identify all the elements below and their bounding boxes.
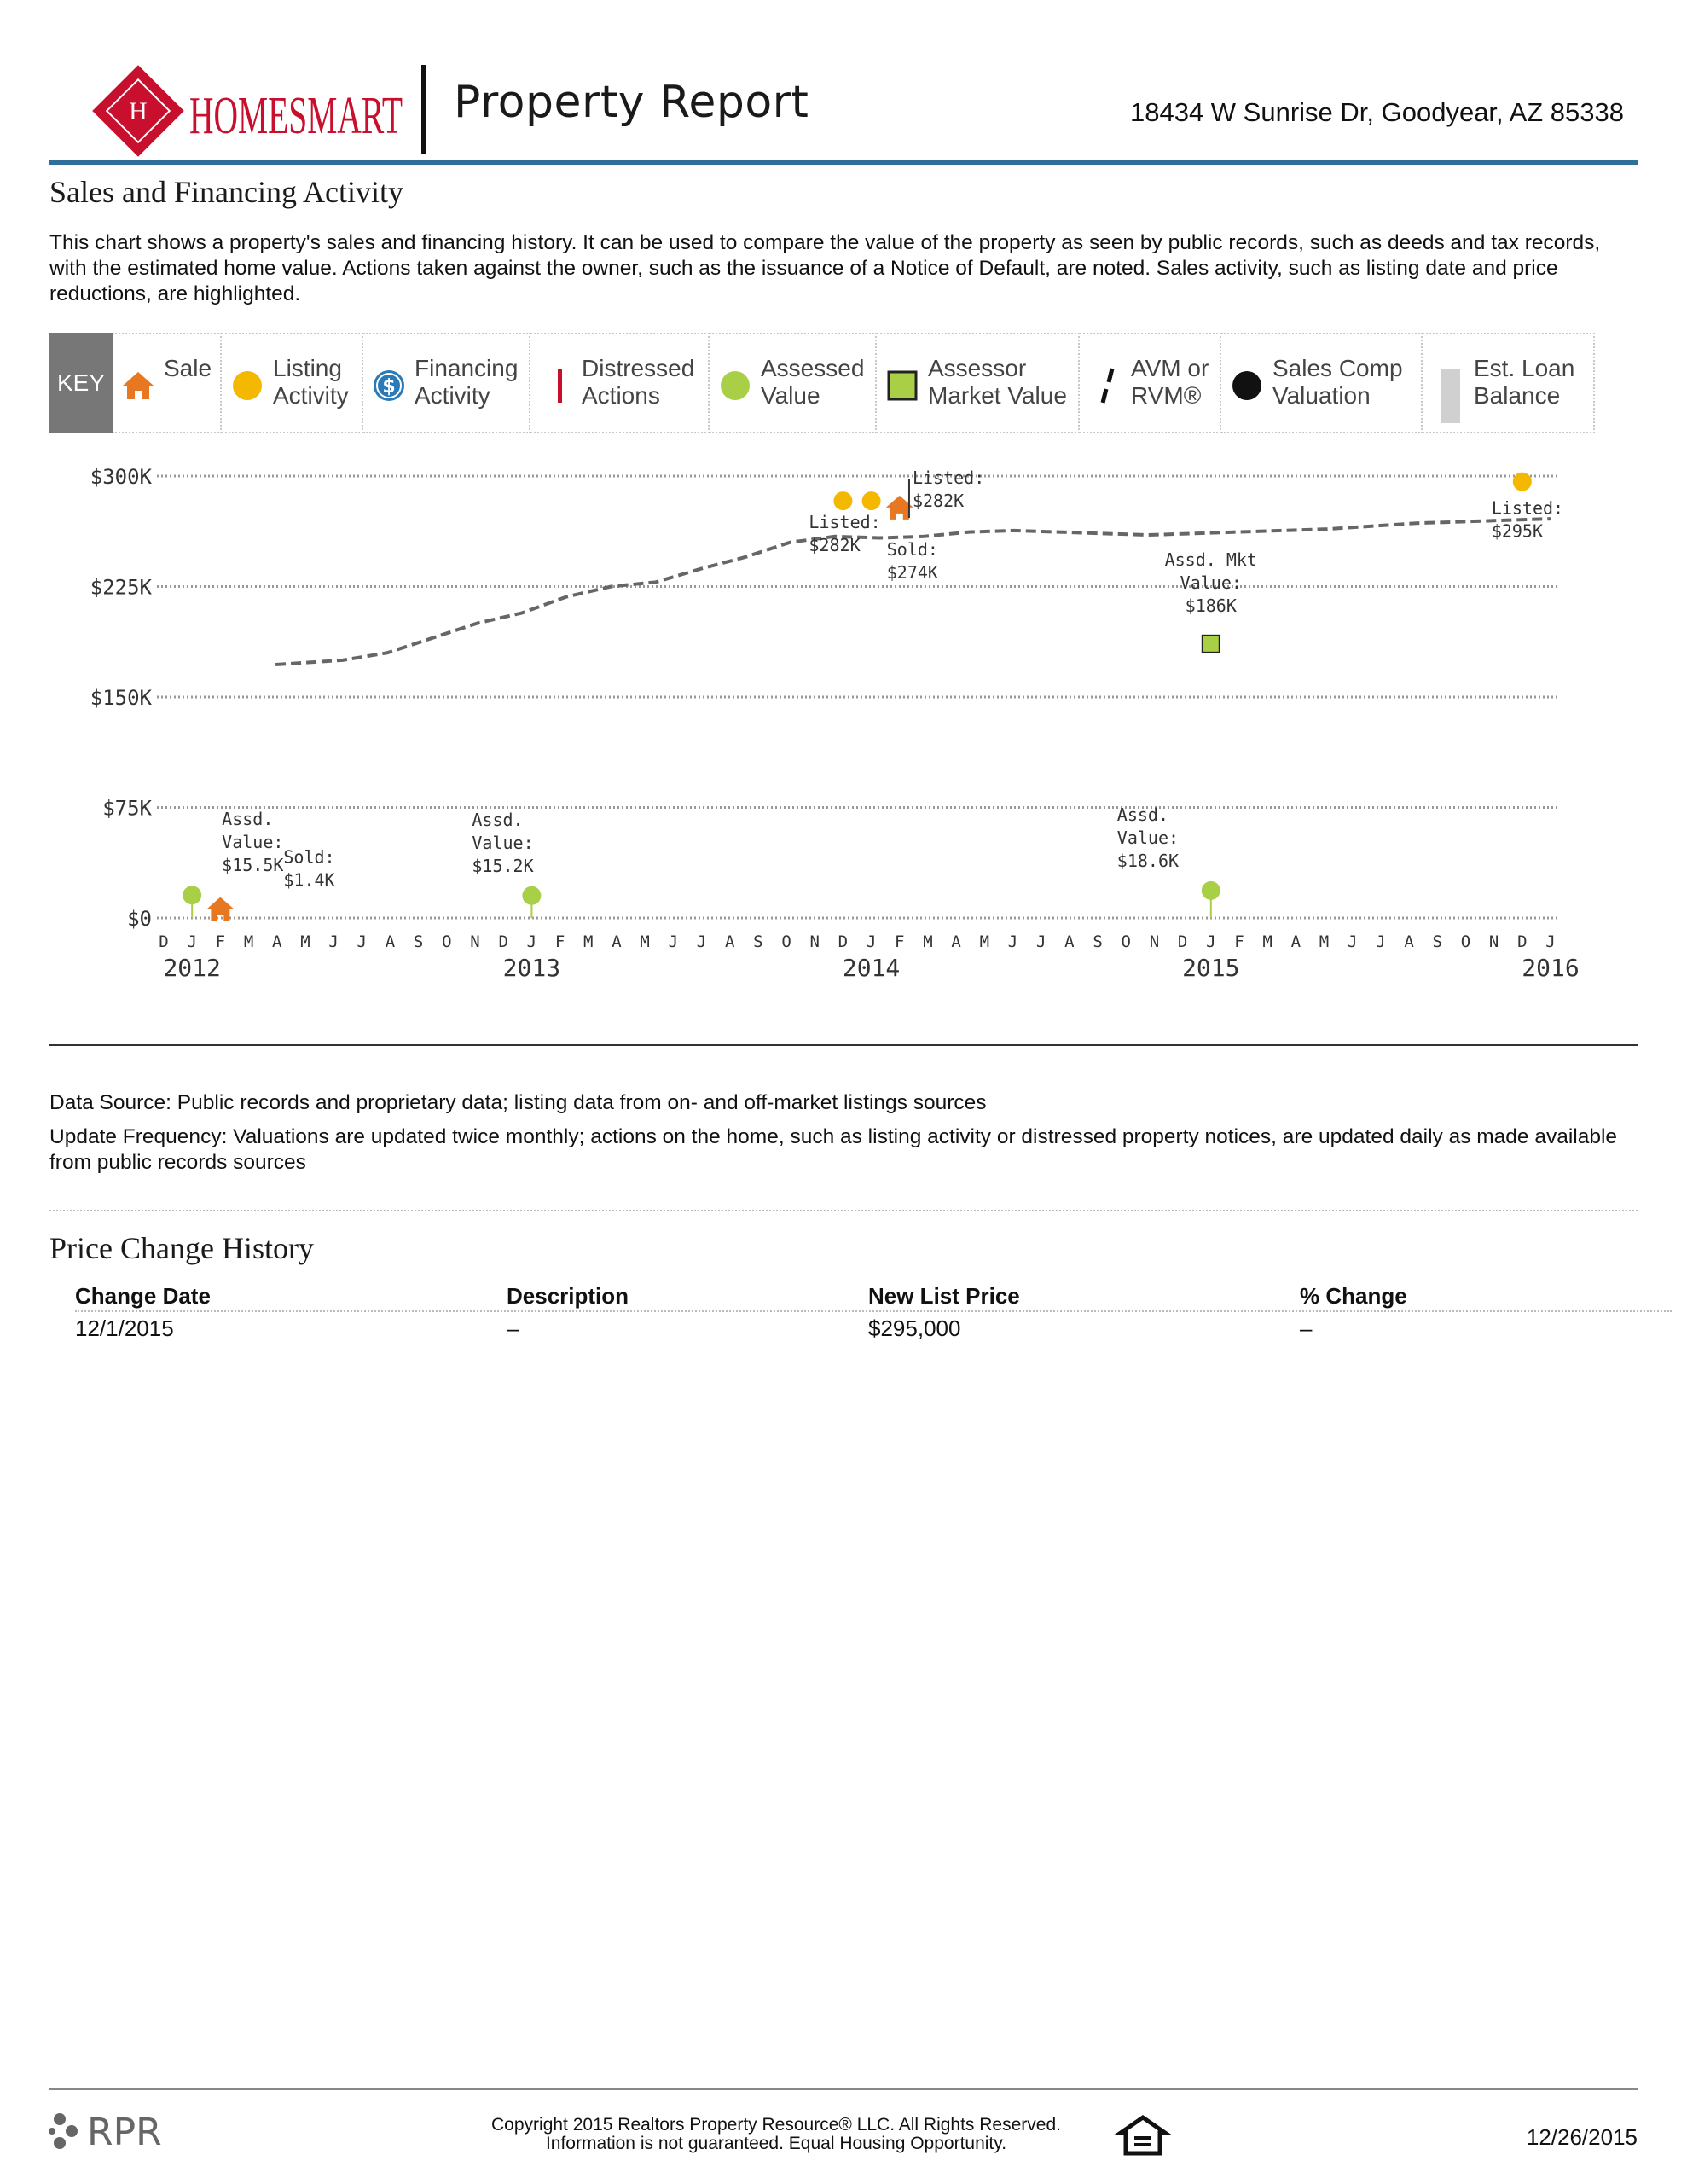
footer-rule <box>49 2088 1638 2090</box>
x-month-label: D <box>159 932 169 951</box>
price-history-title: Price Change History <box>49 1231 314 1265</box>
key-item-assessor-market <box>877 333 1080 433</box>
sales-comp-dot-icon <box>1230 369 1264 403</box>
key-item-label: Sale <box>164 355 212 381</box>
data-source-text: Data Source: Public records and proprietary data; listing data from on- and off-market listings sources <box>49 1091 987 1114</box>
sales-financing-chart <box>49 452 1602 998</box>
key-item-listing <box>222 333 363 433</box>
x-month-label: S <box>1432 932 1442 951</box>
event-data-label: Assd. Mkt Value: $186K <box>1164 549 1257 616</box>
table-cell: – <box>1300 1316 1313 1341</box>
x-year-label: 2016 <box>1522 954 1580 982</box>
assessed-dot-icon <box>718 369 752 403</box>
x-month-label: O <box>1460 932 1471 951</box>
logo-text: HOMESMART <box>189 87 403 145</box>
key-item-label: Assessor Market Value <box>928 355 1067 409</box>
x-month-label: D <box>498 932 508 951</box>
x-month-label: M <box>923 932 933 951</box>
dollar-icon <box>372 369 406 403</box>
x-month-label: D <box>838 932 849 951</box>
update-frequency-text: Update Frequency: Valuations are updated twice monthly; actions on the home, such as listing activity or distressed property notices, are updated daily as made available from public records sources <box>49 1125 1618 1174</box>
key-item-label: Financing Activity <box>415 355 519 409</box>
assessor-square-icon <box>885 369 919 403</box>
event-data-label: Sold: $1.4K <box>283 846 335 891</box>
event-data-label: Listed: $282K <box>912 468 985 512</box>
report-header <box>49 60 1638 162</box>
assessed-marker <box>1202 881 1220 900</box>
y-tick-label: $0 <box>127 907 152 931</box>
key-item-label: Listing Activity <box>273 355 349 409</box>
x-month-label: J <box>1376 932 1386 951</box>
x-month-label: A <box>1290 932 1301 951</box>
table-cell: 12/1/2015 <box>75 1316 174 1341</box>
x-month-label: A <box>1064 932 1075 951</box>
column-header: Description <box>507 1283 629 1309</box>
key-item-label: AVM or RVM® <box>1131 355 1209 409</box>
x-month-label: M <box>979 932 990 951</box>
x-month-label: A <box>951 932 961 951</box>
key-item-label: Distressed Actions <box>582 355 695 409</box>
footer-date: 12/26/2015 <box>1526 2124 1638 2150</box>
x-month-label: M <box>583 932 594 951</box>
key-label: KEY <box>49 333 113 433</box>
listing-marker <box>862 491 881 510</box>
x-month-label: J <box>357 932 368 951</box>
house-icon <box>121 369 155 403</box>
x-month-label: J <box>526 932 537 951</box>
x-month-label: N <box>1488 932 1499 951</box>
x-month-label: N <box>1149 932 1160 951</box>
table-header <box>75 1280 1672 1312</box>
x-year-label: 2013 <box>502 954 561 982</box>
homesmart-logo <box>94 68 418 154</box>
x-month-label: M <box>1262 932 1272 951</box>
y-tick-label: $225K <box>90 575 152 600</box>
equal-housing-icon <box>1119 2116 1167 2155</box>
rpr-logo-text: RPR <box>87 2111 162 2154</box>
listing-dot-icon <box>230 369 264 403</box>
svg-text:$: $ <box>382 376 396 398</box>
x-month-label: J <box>866 932 877 951</box>
x-month-label: N <box>809 932 820 951</box>
x-month-label: S <box>753 932 763 951</box>
sales-description: This chart shows a property's sales and financing history. It can be used to compare the value of the property as seen by public records, such as deeds and tax records, with the estimated home value. Actions taken against the owner, such as the issuance of a Notice of Default, are noted. Sales activity, such as listing date and price reductions, are highlighted. <box>49 231 1601 305</box>
x-month-label: J <box>1347 932 1358 951</box>
event-data-label: Assd. Value: $18.6K <box>1116 804 1180 871</box>
section-divider <box>49 1210 1638 1211</box>
x-year-label: 2015 <box>1182 954 1240 982</box>
x-month-label: M <box>640 932 650 951</box>
x-month-label: J <box>1545 932 1556 951</box>
x-month-label: F <box>895 932 905 951</box>
distressed-bar-icon <box>539 369 573 403</box>
x-month-label: N <box>470 932 480 951</box>
key-item-assessed <box>710 333 877 433</box>
listing-marker <box>1513 473 1532 491</box>
key-item-label: Sales Comp Valuation <box>1272 355 1403 409</box>
x-month-label: A <box>724 932 735 951</box>
key-item-label: Assessed Value <box>761 355 865 409</box>
x-month-label: A <box>1404 932 1414 951</box>
assessed-marker <box>183 886 201 904</box>
x-month-label: S <box>413 932 424 951</box>
report-title: Property Report <box>454 77 809 128</box>
x-month-label: A <box>612 932 622 951</box>
chart-key <box>49 333 1595 433</box>
x-month-label: D <box>1177 932 1188 951</box>
x-month-label: O <box>1121 932 1131 951</box>
x-month-label: J <box>668 932 679 951</box>
event-data-label: Assd. Value: $15.5K <box>222 809 284 876</box>
key-item-distressed <box>530 333 710 433</box>
column-header: % Change <box>1300 1283 1407 1309</box>
header-rule <box>49 160 1638 165</box>
price-history-table <box>75 1280 1672 1345</box>
x-month-label: J <box>187 932 197 951</box>
loan-bar-icon <box>1431 358 1465 413</box>
column-header: New List Price <box>868 1283 1020 1309</box>
event-data-label: Listed: $295K <box>1491 497 1564 542</box>
svg-text:H: H <box>129 97 148 125</box>
y-tick-label: $75K <box>102 796 152 821</box>
assessor-market-marker <box>1203 636 1220 653</box>
event-data-label: Sold: $274K <box>886 538 938 583</box>
assessed-marker <box>522 886 541 905</box>
rpr-logo <box>49 2106 194 2157</box>
x-month-label: O <box>442 932 452 951</box>
x-month-label: J <box>696 932 707 951</box>
key-item-sales-comp <box>1221 333 1423 433</box>
column-header: Change Date <box>75 1283 211 1309</box>
sales-section-title: Sales and Financing Activity <box>49 175 403 209</box>
property-address: 18434 W Sunrise Dr, Goodyear, AZ 85338 <box>1129 97 1624 127</box>
table-row <box>75 1312 1672 1345</box>
key-item-sale <box>113 333 222 433</box>
x-year-label: 2014 <box>842 954 901 982</box>
x-month-label: A <box>272 932 282 951</box>
x-month-label: J <box>1035 932 1046 951</box>
x-month-label: F <box>554 932 565 951</box>
x-month-label: M <box>1319 932 1330 951</box>
event-data-label: Listed: $282K <box>809 512 881 556</box>
avm-dash-icon <box>1088 369 1122 403</box>
copyright-line: Copyright 2015 Realtors Property Resource® LLC. All Rights Reserved. <box>491 2115 1061 2135</box>
x-year-label: 2012 <box>163 954 221 982</box>
header-divider <box>421 65 426 154</box>
x-month-label: A <box>385 932 396 951</box>
x-month-label: O <box>781 932 791 951</box>
y-tick-label: $300K <box>90 465 152 489</box>
x-month-label: M <box>300 932 310 951</box>
x-month-label: J <box>1007 932 1018 951</box>
y-tick-label: $150K <box>90 686 152 710</box>
x-month-label: J <box>1206 932 1216 951</box>
table-cell: $295,000 <box>868 1316 961 1341</box>
chart-bottom-rule <box>49 1044 1638 1046</box>
x-month-label: F <box>215 932 226 951</box>
x-month-label: J <box>328 932 339 951</box>
listing-marker <box>833 491 852 510</box>
copyright-text <box>478 2116 1075 2153</box>
x-month-label: D <box>1517 932 1528 951</box>
key-item-avm <box>1080 333 1221 433</box>
event-data-label: Assd. Value: $15.2K <box>472 809 534 876</box>
copyright-line: Information is not guaranteed. Equal Housing Opportunity. <box>545 2134 1007 2153</box>
x-month-label: M <box>243 932 254 951</box>
table-cell: – <box>507 1316 519 1341</box>
x-month-label: S <box>1093 932 1103 951</box>
key-item-financing <box>363 333 530 433</box>
key-item-label: Est. Loan Balance <box>1474 355 1575 409</box>
key-item-loan-balance <box>1423 333 1595 433</box>
x-month-label: F <box>1234 932 1244 951</box>
